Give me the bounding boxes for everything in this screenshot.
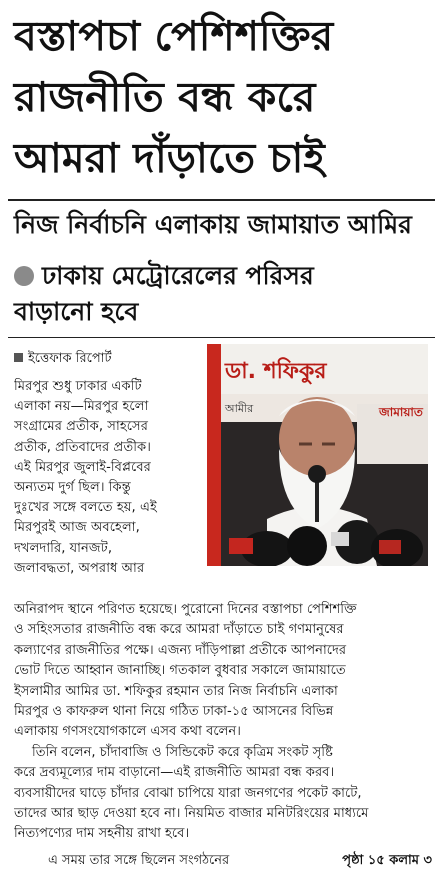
continuation-lead-in: এ সময় তার সঙ্গে ছিলেন সংগঠনের — [48, 853, 230, 868]
subheadline-1: নিজ নির্বাচনি এলাকায় জামায়াত আমির — [14, 210, 412, 239]
banner-text-right: জামায়াত — [379, 405, 423, 419]
body-line: ভোট দিতে আহ্বান জানাচ্ছি। গতকাল বুধবার সকালে জামায়াতে — [14, 663, 346, 679]
article-body-narrow — [14, 377, 202, 579]
body-line: ইসলামীর আমির ডা. শফিকুর রহমান তার নিজ নির্বাচনি এলাকা — [14, 683, 338, 699]
body-line: কল্যাণের রাজনীতির পক্ষে। এজন্য দাঁড়িপাল্লা প্রতীকে আপনাদের — [14, 642, 347, 658]
subheadline-2 — [14, 258, 434, 330]
body-line: প্রতীক, প্রতিবাদের প্রতীক। — [14, 439, 151, 455]
body-line: দখলদারি, যানজট, — [14, 540, 113, 556]
byline — [14, 350, 112, 368]
body-line: অন্যতম দুর্গ ছিল। কিন্তু — [14, 480, 131, 496]
body-line: ব্যবসায়ীদের ঘাড়ে চাঁদার বোঝা চাপিয়ে যারা জনগণের পকেট কাটে, — [14, 785, 362, 801]
body-line: সংগ্রামের প্রতীক, সাহসের — [14, 419, 149, 435]
banner-text-small: আমীর — [225, 402, 254, 415]
body-line: ও সহিংসতার রাজনীতি বন্ধ করে আমরা দাঁড়াতে চাই গণমানুষের — [14, 622, 344, 638]
body-line: নিত্যপণ্যের দাম সহনীয় রাখা হবে। — [14, 826, 190, 842]
body-line: মিরপুরই আজ অবহেলা, — [14, 520, 140, 536]
body-line: তাদের আর ছাড় দেওয়া হবে না। নিয়মিত বাজার মনিটরিংয়ের মাধ্যমে — [14, 806, 369, 822]
byline-square-icon — [14, 353, 23, 362]
headline-line-3: আমরা দাঁড়াতে চাই — [14, 134, 325, 182]
page-jump-reference: পৃষ্ঠা ১৫ কলাম ৩ — [342, 853, 432, 868]
body-line: তিনি বলেন, চাঁদাবাজি ও সিন্ডিকেট করে কৃত্রিম সংকট সৃষ্টি — [32, 744, 333, 760]
news-photo — [207, 344, 428, 566]
subheadline-2-line-2: বাড়ানো হবে — [14, 297, 139, 326]
body-line: এই মিরপুর জুলাই-বিপ্লবের — [14, 459, 151, 475]
headline-divider — [8, 199, 435, 201]
headline-line-2: রাজনীতি বন্ধ করে — [14, 73, 316, 121]
body-line: এলাকা নয়—মিরপুর হলো — [14, 399, 149, 415]
body-line: দুঃখের সঙ্গে বলতে হয়, এই — [14, 500, 157, 516]
body-line: মিরপুর ও কাফরুল থানা নিয়ে গঠিত ঢাকা-১৫ আসনের বিভিন্ন — [14, 704, 334, 720]
body-line: মিরপুর শুধু ঢাকার একটি — [14, 379, 142, 394]
body-line: জলাবদ্ধতা, অপরাধ আর — [14, 560, 145, 576]
body-line: করে দ্রব্যমূল্যের দাম বাড়ানো—এই রাজনীতি আমরা বন্ধ করব। — [14, 765, 335, 781]
headline — [14, 6, 434, 189]
byline-text: ইত্তেফাক রিপোর্ট — [28, 351, 112, 366]
banner-text-left: ডা. শফিকুর — [225, 359, 327, 384]
body-line: অনিরাপদ স্থানে পরিণত হয়েছে। পুরোনো দিনের বস্তাপচা পেশিশক্তি — [14, 602, 357, 617]
bullet-dot-icon — [14, 266, 34, 286]
speaker-photo-illustration — [207, 344, 428, 566]
headline-line-1: বস্তাপচা পেশিশক্তির — [14, 12, 334, 60]
body-line: এলাকায় গণসংযোগকালে এসব কথা বলেন। — [14, 724, 241, 740]
subhead-divider — [8, 337, 435, 338]
article-footer — [14, 850, 432, 872]
subheadline-2-line-1: ঢাকায় মেট্রোরেলের পরিসর — [42, 261, 314, 290]
article-body-full — [14, 600, 432, 845]
